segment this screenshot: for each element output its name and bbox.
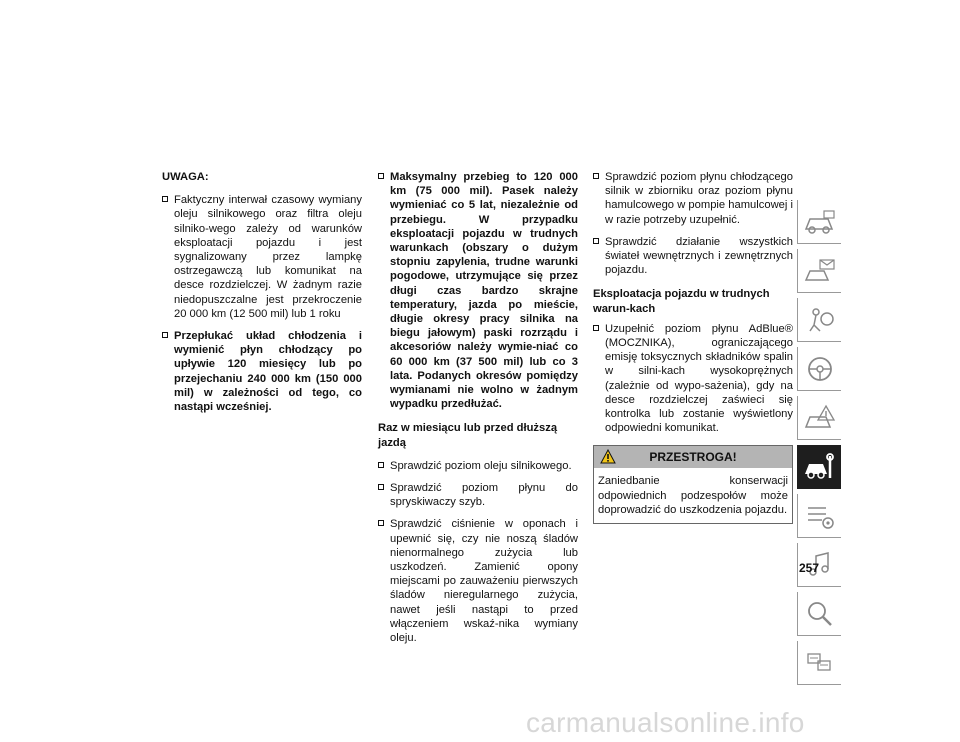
car-dashboard-icon[interactable] xyxy=(797,200,841,244)
warning-header xyxy=(594,446,792,468)
column-2 xyxy=(378,170,578,653)
checkbox-bullet-icon xyxy=(593,173,599,179)
airbag-person-icon[interactable] xyxy=(797,298,841,342)
car-mail-icon[interactable] xyxy=(797,249,841,293)
checkbox-bullet-icon xyxy=(593,238,599,244)
list-item xyxy=(378,481,578,509)
section-heading: Eksploatacja pojazdu w trudnych warun-kach xyxy=(593,288,770,315)
checkbox-bullet-icon xyxy=(378,462,384,468)
bullet-text: Sprawdzić ciśnienie w oponach i upewnić się, czy nie noszą śladów nienormalnego zużycia lub uszkodzeń. Zamienić opony miejscami po zauważeniu pierwszych śladów nieregularnego zużycia, nawet jeśli nastąpi to przed włączeniem wskaź-nika wymiany oleju. xyxy=(390,518,578,645)
list-item xyxy=(378,459,578,473)
language-flags-icon[interactable] xyxy=(797,641,841,685)
car-warning-icon[interactable] xyxy=(797,396,841,440)
steering-wheel-icon[interactable] xyxy=(797,347,841,391)
chapter-index-sidebar xyxy=(797,200,841,690)
bullet-text: Maksymalny przebieg to 120 000 km (75 000 mil). Pasek należy wymieniać co 5 lat, niezależnie od przebiegu. W przypadku eksploatacji pojazdu w trudnych warunkach (obszary o dużym stopniu zapylenia, trudne warunki pogodowe, utrzymujące się przez długi czas bardzo skrajne temperatury, jazda po mieście, długie okresy pracy silnika na biegu jałowym) paski rozrządu i akcesoriów należy wymie-niać co 60 000 km (37 500 mil) lub co 3 lata. Podanych okresów pomiędzy wymianami nie wolno w żadnym wypadku przedłużać. xyxy=(390,171,578,411)
magnifier-icon[interactable] xyxy=(797,592,841,636)
list-item xyxy=(593,235,793,278)
list-settings-icon[interactable] xyxy=(797,494,841,538)
bullet-text: Sprawdzić działanie wszystkich świateł wewnętrznych i zewnętrznych pojazdu. xyxy=(605,235,793,277)
list-item xyxy=(593,322,793,436)
column-1 xyxy=(162,170,362,422)
checkbox-bullet-icon xyxy=(378,520,384,526)
bullet-text: Przepłukać układ chłodzenia i wymienić płyn chłodzący po upływie 120 miesięcy lub po przejechaniu 240 000 km (150 000 mil) w zależności od tego, co nastąpi wcześniej. xyxy=(174,330,362,414)
car-wrench-icon[interactable] xyxy=(797,445,841,489)
list-item xyxy=(378,517,578,645)
list-item xyxy=(593,170,793,227)
checkbox-bullet-icon xyxy=(378,173,384,179)
checkbox-bullet-icon xyxy=(593,325,599,331)
warning-title: PRZESTROGA! xyxy=(649,450,737,465)
page-number: 257 xyxy=(799,561,820,575)
checkbox-bullet-icon xyxy=(162,332,168,338)
checkbox-bullet-icon xyxy=(162,196,168,202)
list-item xyxy=(162,193,362,321)
list-item xyxy=(378,170,578,411)
bullet-text: Uzupełnić poziom płynu AdBlue® (MOCZNIKA), ograniczającego emisję toksycznych składników spalin w silni-kach wysokoprężnych (zależnie od wypo-sażenia), gdy na desce rozdzielczej zaświeci się kontrolka lub zostanie wyświetlony odpowiedni komunikat. xyxy=(605,322,793,435)
note-heading: UWAGA: xyxy=(162,171,209,183)
warning-text: Zaniedbanie konserwacji odpowiednich podzespołów może doprowadzić do uszkodzenia pojazdu. xyxy=(598,475,788,516)
list-item xyxy=(162,329,362,414)
warning-triangle-icon xyxy=(600,449,616,464)
warning-box xyxy=(593,445,793,524)
section-heading: Raz w miesiącu lub przed dłuższą jazdą xyxy=(378,422,558,449)
column-3 xyxy=(593,170,793,524)
bullet-text: Sprawdzić poziom oleju silnikowego. xyxy=(390,459,572,472)
bullet-text: Sprawdzić poziom płynu do spryskiwaczy szyb. xyxy=(390,482,578,509)
watermark: carmanualsonline.info xyxy=(526,707,805,738)
checkbox-bullet-icon xyxy=(378,484,384,490)
bullet-text: Faktyczny interwał czasowy wymiany oleju silnikowego oraz filtra oleju silniko-wego zależy od warunków eksploatacji pojazdu i jest sygnalizowany przez lampkę ostrzegawczą lub komunikat na desce rozdzielczej. W żadnym razie niedopuszczalne jest przekroczenie 20 000 km (12 500 mil) lub 1 roku xyxy=(174,194,362,320)
bullet-text: Sprawdzić poziom płynu chłodzącego silnik w zbiorniku oraz poziom płynu hamulcowego w pompie hamulcowej i w razie potrzeby uzupełnić. xyxy=(605,171,793,226)
